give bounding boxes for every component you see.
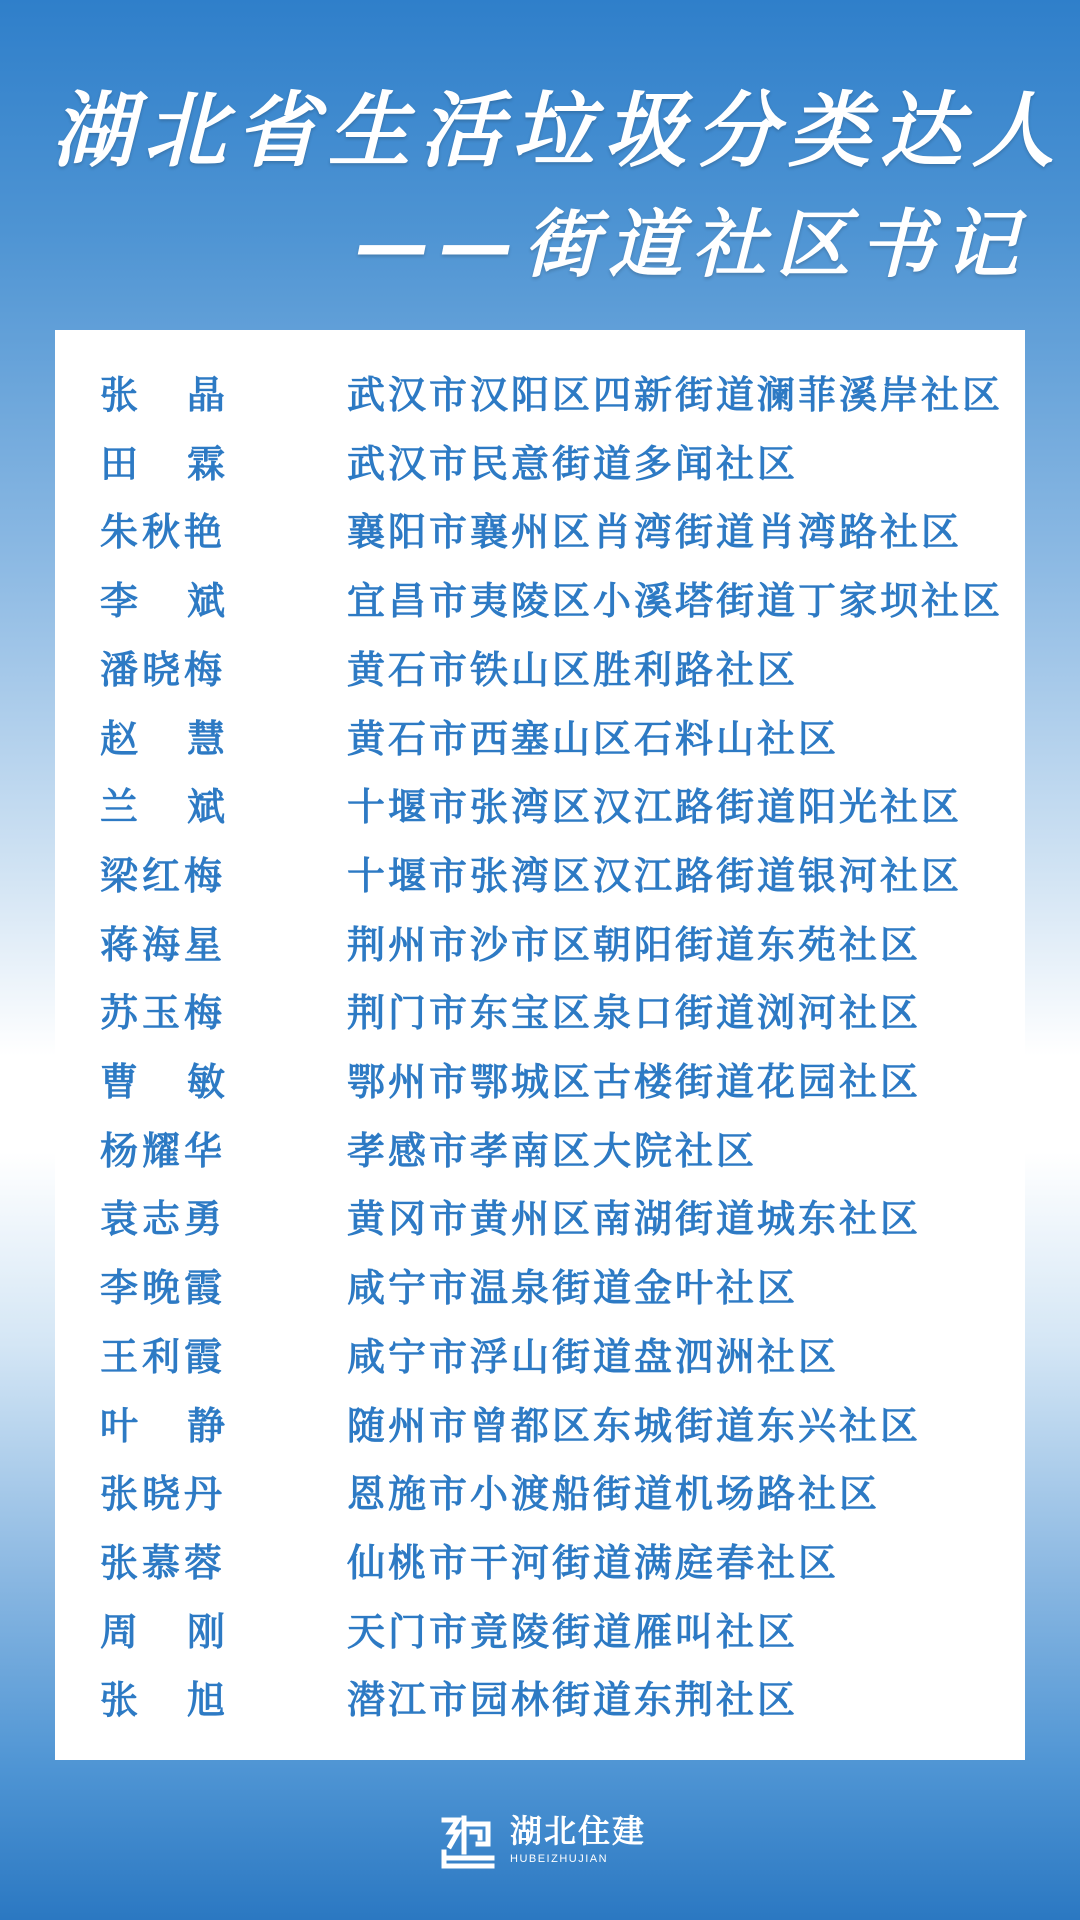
honoree-name: 张 旭 <box>100 1678 225 1723</box>
list-item <box>55 915 1025 975</box>
honoree-community: 武汉市民意街道多闻社区 <box>347 441 799 486</box>
honoree-community: 荆门市东宝区泉口街道浏河社区 <box>347 991 922 1036</box>
honoree-community: 恩施市小渡船街道机场路社区 <box>347 1472 881 1517</box>
list-item <box>55 502 1025 562</box>
list-item <box>55 1189 1025 1249</box>
honoree-name: 叶 静 <box>100 1403 225 1448</box>
page-title: 湖北省生活垃圾分类达人 <box>52 84 1064 179</box>
page-subtitle: ——街道社区书记 <box>356 202 1028 288</box>
honoree-name: 兰 斌 <box>100 785 225 830</box>
honoree-name: 梁红梅 <box>100 853 227 898</box>
honoree-community: 十堰市张湾区汉江路街道银河社区 <box>347 853 963 898</box>
honoree-list-card <box>55 330 1025 1760</box>
list-item <box>55 1121 1025 1181</box>
list-item <box>55 1670 1025 1730</box>
honoree-name: 李 斌 <box>100 579 225 624</box>
hubei-zhujian-logo-icon <box>438 1812 498 1872</box>
honoree-name: 王利霞 <box>100 1334 227 1379</box>
honoree-name: 赵 慧 <box>100 716 225 761</box>
list-item <box>55 1052 1025 1112</box>
honoree-name: 朱秋艳 <box>100 510 227 555</box>
honoree-name: 袁志勇 <box>100 1197 227 1242</box>
list-item <box>55 1602 1025 1662</box>
honoree-community: 咸宁市温泉街道金叶社区 <box>347 1266 799 1311</box>
honoree-community: 天门市竟陵街道雁叫社区 <box>347 1609 799 1654</box>
honoree-name: 杨耀华 <box>100 1128 227 1173</box>
honoree-community: 黄冈市黄州区南湖街道城东社区 <box>347 1197 922 1242</box>
honoree-name: 蒋海星 <box>100 922 227 967</box>
logo-name: 湖北住建 <box>510 1812 647 1850</box>
honoree-name: 潘晓梅 <box>100 647 227 692</box>
list-item <box>55 640 1025 700</box>
header <box>0 0 1080 320</box>
honoree-name: 田 霖 <box>100 441 225 486</box>
list-item <box>55 1533 1025 1593</box>
honoree-name: 张慕蓉 <box>100 1540 227 1585</box>
list-item <box>55 1258 1025 1318</box>
list-item <box>55 434 1025 494</box>
honoree-name: 张 晶 <box>100 373 225 417</box>
honoree-name: 李晚霞 <box>100 1266 227 1311</box>
honoree-community: 黄石市西塞山区石料山社区 <box>347 716 840 761</box>
logo-pinyin: HUBEIZHUJIAN <box>510 1853 609 1865</box>
list-item <box>55 777 1025 837</box>
honoree-community: 十堰市张湾区汉江路街道阳光社区 <box>347 785 963 830</box>
list-item <box>55 983 1025 1043</box>
list-item <box>55 1464 1025 1524</box>
honoree-community: 鄂州市鄂城区古楼街道花园社区 <box>347 1060 922 1104</box>
honoree-name: 张晓丹 <box>100 1472 227 1517</box>
honoree-name: 曹 敏 <box>100 1060 225 1104</box>
honoree-community: 仙桃市干河街道满庭春社区 <box>347 1540 840 1585</box>
list-item <box>55 709 1025 769</box>
footer-logo <box>438 1812 648 1874</box>
honoree-community: 孝感市孝南区大院社区 <box>347 1128 758 1173</box>
honoree-community: 武汉市汉阳区四新街道澜菲溪岸社区 <box>347 373 1004 417</box>
honoree-community: 宜昌市夷陵区小溪塔街道丁家坝社区 <box>347 579 1004 624</box>
honoree-community: 潜江市园林街道东荆社区 <box>347 1678 799 1723</box>
honoree-name: 周 刚 <box>100 1609 225 1654</box>
list-item <box>55 1327 1025 1387</box>
list-item <box>55 571 1025 631</box>
honoree-community: 咸宁市浮山街道盘泗洲社区 <box>347 1334 840 1379</box>
honoree-community: 襄阳市襄州区肖湾街道肖湾路社区 <box>347 510 963 555</box>
honoree-community: 随州市曾都区东城街道东兴社区 <box>347 1403 922 1448</box>
honoree-name: 苏玉梅 <box>100 991 227 1036</box>
list-item <box>55 365 1025 425</box>
list-item <box>55 846 1025 906</box>
honoree-community: 黄石市铁山区胜利路社区 <box>347 647 799 692</box>
list-item <box>55 1396 1025 1456</box>
honoree-community: 荆州市沙市区朝阳街道东苑社区 <box>347 922 922 967</box>
